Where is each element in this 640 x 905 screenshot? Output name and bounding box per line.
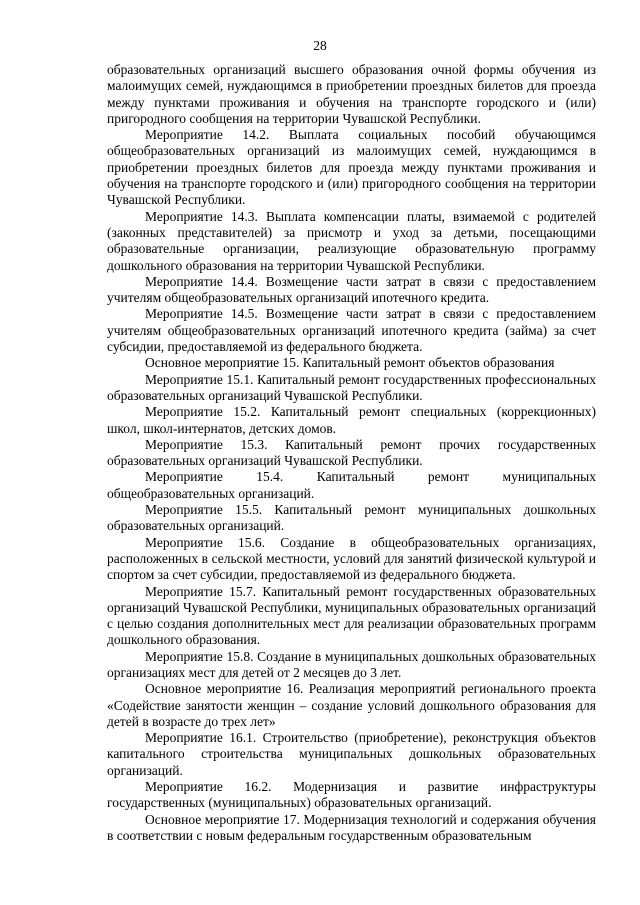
paragraph-measure-15-8: Мероприятие 15.8. Создание в муниципальных дошкольных образовательных организациях мест для детей от 2 месяцев до 3 лет. (107, 648, 596, 680)
paragraph-measure-15-4: Мероприятие 15.4. Капитальный ремонт муниципальных общеобразовательных организаций. (107, 469, 596, 501)
paragraph-measure-14-2: Мероприятие 14.2. Выплата социальных пособий обучающимся общеобразовательных организаций из малоимущих семей, нуждающимся в приобретении проездных билетов для проезда между пунктами проживания и обучения на транспорте городского и (или) пригородного сообщения на территории Чувашской Республики. (107, 127, 596, 208)
paragraph-measure-15-3: Мероприятие 15.3. Капитальный ремонт прочих государственных образовательных организаций Чувашской Республики. (107, 436, 596, 469)
paragraph-main-measure-16: Основное мероприятие 16. Реализация мероприятий регионального проекта «Содействие занятости женщин – создание условий дошкольного образования для детей в возрасте до трех лет» (107, 681, 596, 729)
paragraph-continuation: образовательных организаций высшего образования очной формы обучения из малоимущих семей, нуждающимся в приобретении проездных билетов для проезда между пунктами проживания и обучения на транспорте городского и (или) пригородного сообщения на территории Чувашской Республики. (107, 62, 596, 126)
paragraph-measure-15-1: Мероприятие 15.1. Капитальный ремонт государственных профессиональных образовательных организаций Чувашской Республики. (107, 371, 596, 403)
page-number: 28 (313, 38, 327, 53)
paragraph-main-measure-17: Основное мероприятие 17. Модернизация технологий и содержания обучения в соответствии с новым федеральным государственным образовательным (107, 811, 596, 843)
paragraph-measure-16-1: Мероприятие 16.1. Строительство (приобретение), реконструкция объектов капитального строительства муниципальных дошкольных образовательных организаций. (107, 730, 596, 778)
paragraph-measure-15-6: Мероприятие 15.6. Создание в общеобразовательных организациях, расположенных в сельской местности, условий для занятий физической культурой и спортом за счет субсидии, предоставляемой из федерального бюджета. (107, 534, 596, 583)
document-body (107, 62, 596, 844)
paragraph-measure-14-5: Мероприятие 14.5. Возмещение части затрат в связи с предоставлением учителям общеобразовательных организаций ипотечного кредита (займа) за счет субсидии, предоставляемой из федерального бюджета. (107, 306, 596, 355)
paragraph-measure-15-5: Мероприятие 15.5. Капитальный ремонт муниципальных дошкольных образовательных организаций. (107, 502, 596, 534)
paragraph-measure-15-2: Мероприятие 15.2. Капитальный ремонт специальных (коррекционных) школ, школ-интернатов, детских домов. (107, 404, 596, 436)
paragraph-measure-15-7: Мероприятие 15.7. Капитальный ремонт государственных образовательных организаций Чувашской Республики, муниципальных образовательных организаций с целью создания дополнительных мест для реализации образовательных программ дошкольного образования. (107, 583, 596, 648)
paragraph-main-measure-15: Основное мероприятие 15. Капитальный ремонт объектов образования (145, 355, 555, 371)
paragraph-measure-16-2: Мероприятие 16.2. Модернизация и развитие инфраструктуры государственных (муниципальных) образовательных организаций. (107, 779, 596, 811)
paragraph-measure-14-3: Мероприятие 14.3. Выплата компенсации платы, взимаемой с родителей (законных представителей) за присмотр и уход за детьми, посещающими образовательные организации, реализующие образовательную программу дошкольного образования на территории Чувашской Республики. (107, 208, 596, 273)
paragraph-measure-14-4: Мероприятие 14.4. Возмещение части затрат в связи с предоставлением учителям общеобразовательных организаций ипотечного кредита. (107, 273, 596, 306)
